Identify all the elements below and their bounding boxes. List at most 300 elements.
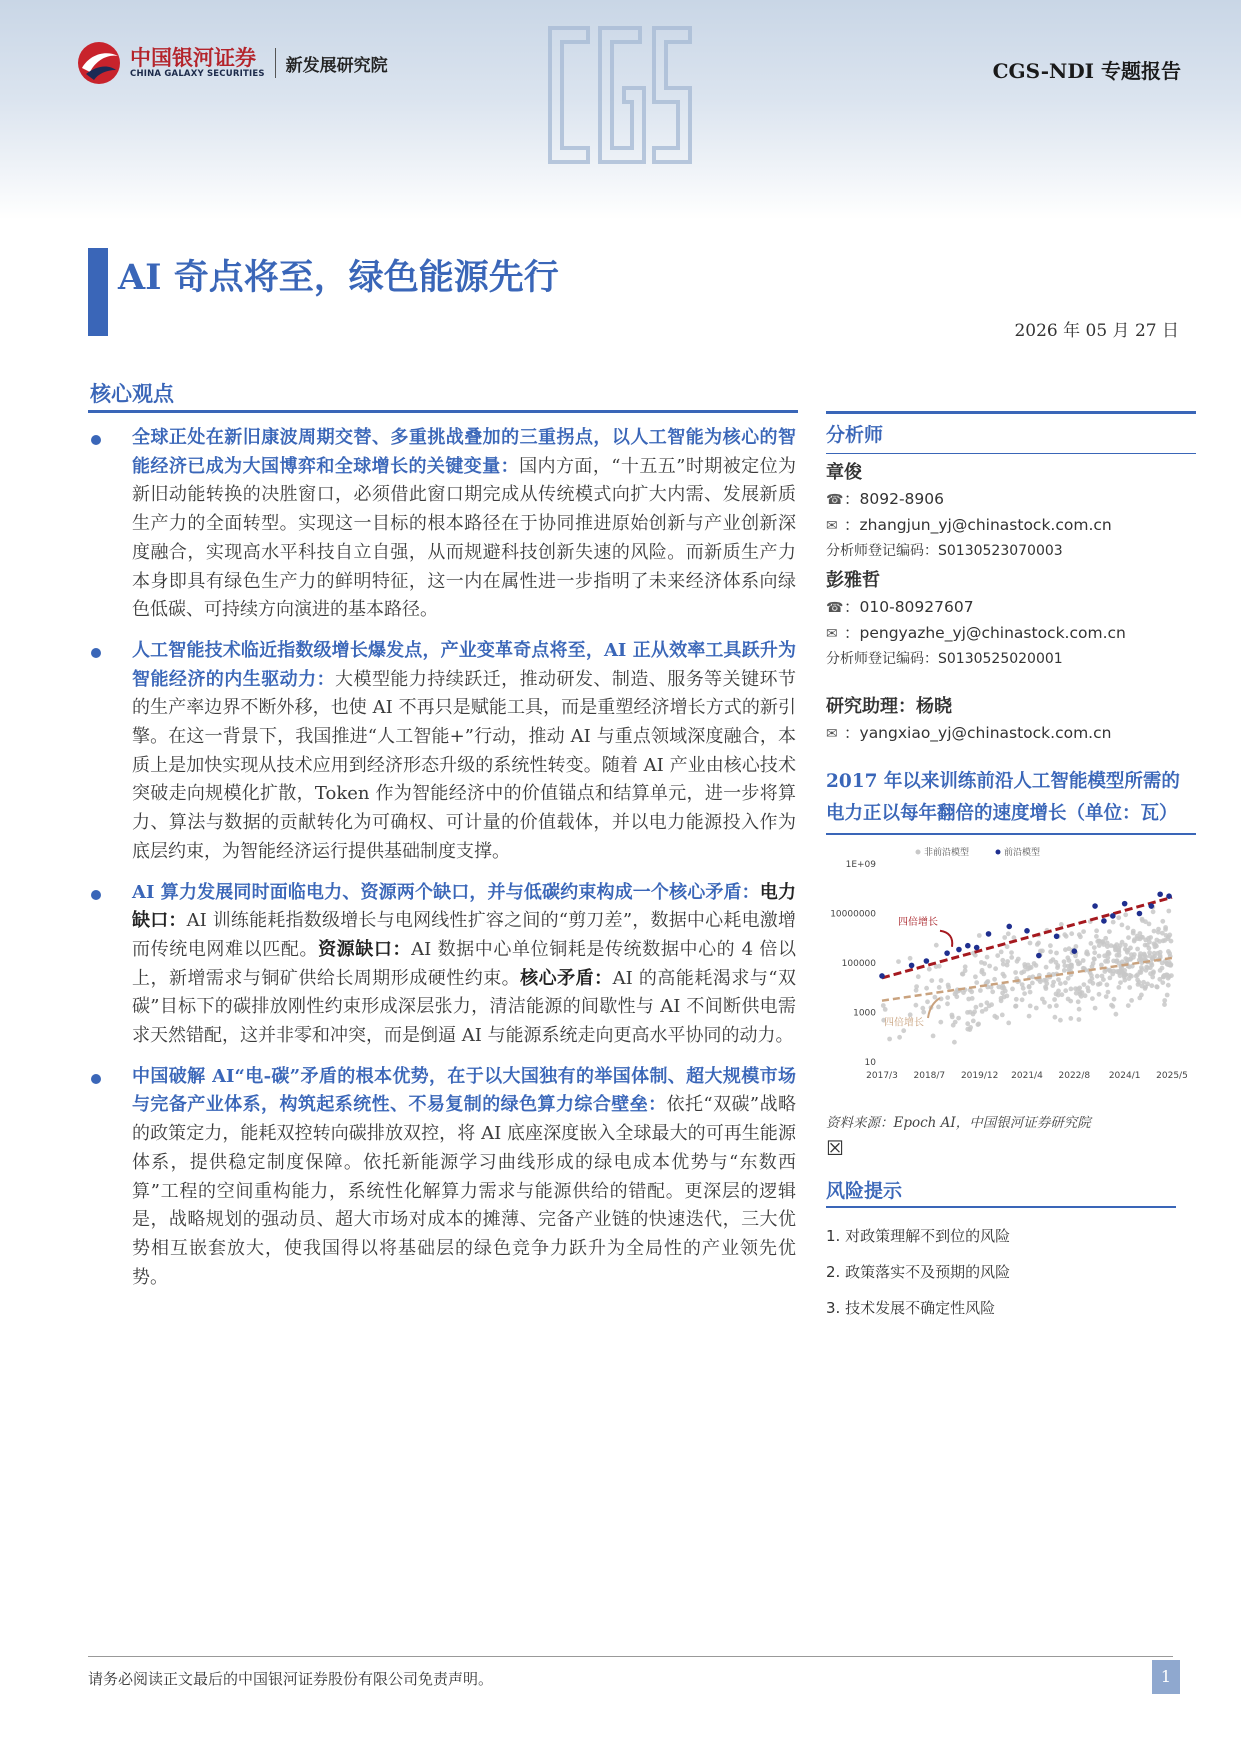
nonfrontier-point <box>1047 1004 1052 1009</box>
bullet-dot <box>91 648 101 658</box>
nonfrontier-point <box>978 988 983 993</box>
nonfrontier-point <box>1095 939 1100 944</box>
nonfrontier-point <box>1053 1015 1058 1020</box>
nonfrontier-point <box>1081 929 1086 934</box>
nonfrontier-point <box>1074 991 1079 996</box>
nonfrontier-point <box>1051 957 1056 962</box>
page-number: 1 <box>1152 1660 1180 1694</box>
frontier-point <box>1054 933 1060 939</box>
logo-en-text: CHINA GALAXY SECURITIES <box>130 69 265 79</box>
nonfrontier-point <box>1044 965 1049 970</box>
analyst-email[interactable]: ✉ ：zhangjun_yj@chinastock.com.cn <box>826 513 1196 539</box>
nonfrontier-point <box>1160 980 1165 985</box>
y-tick-label: 10000000 <box>830 909 876 920</box>
frontier-point <box>956 947 962 953</box>
title-accent-bar <box>88 248 108 336</box>
nonfrontier-point <box>1109 1003 1114 1008</box>
nonfrontier-point <box>1090 996 1095 1001</box>
nonfrontier-point <box>1099 963 1104 968</box>
nonfrontier-point <box>933 995 938 1000</box>
nonfrontier-point <box>960 972 965 977</box>
nonfrontier-point <box>1093 1006 1098 1011</box>
frontier-point <box>1122 901 1128 907</box>
nonfrontier-point <box>1167 951 1172 956</box>
nonfrontier-point <box>1097 943 1102 948</box>
nonfrontier-point <box>1062 968 1067 973</box>
nonfrontier-point <box>1162 1002 1167 1007</box>
nonfrontier-point <box>1163 927 1168 932</box>
nonfrontier-point <box>1135 947 1140 952</box>
nonfrontier-point <box>920 1006 925 1011</box>
nonfrontier-point <box>1147 922 1152 927</box>
bullet-3 <box>88 879 796 1051</box>
nonfrontier-point <box>1126 1003 1131 1008</box>
nonfrontier-point <box>1085 985 1090 990</box>
nonfrontier-point <box>1152 929 1157 934</box>
nonfrontier-point <box>1154 938 1159 943</box>
nonfrontier-point <box>1028 941 1033 946</box>
nonfrontier-point <box>1090 976 1095 981</box>
legend-marker-frontier <box>996 850 1001 855</box>
nonfrontier-point <box>1131 931 1136 936</box>
nonfrontier-point <box>1118 980 1123 985</box>
nonfrontier-point <box>929 978 934 983</box>
analyst-heading: 分析师 <box>826 424 884 446</box>
nonfrontier-point <box>1151 969 1156 974</box>
phone-icon: ☎ <box>826 600 844 616</box>
phone-icon: ☎ <box>826 492 844 508</box>
risk-item: 2. 政策落实不及预期的风险 <box>826 1263 1011 1281</box>
bullet-1 <box>88 424 796 625</box>
nonfrontier-point <box>1006 931 1011 936</box>
nonfrontier-point <box>1048 943 1053 948</box>
nonfrontier-point <box>939 978 944 983</box>
nonfrontier-point <box>1129 952 1134 957</box>
nonfrontier-point <box>1054 951 1059 956</box>
nonfrontier-point <box>977 933 982 938</box>
x-tick-label: 2017/3 <box>866 1071 898 1081</box>
nonfrontier-point <box>1109 943 1114 948</box>
nonfrontier-point <box>1027 985 1032 990</box>
nonfrontier-point <box>952 1040 957 1045</box>
analyst-name: 彭雅哲 <box>826 570 880 591</box>
nonfrontier-point <box>1083 993 1088 998</box>
risk-item: 1. 对政策理解不到位的风险 <box>826 1227 1011 1245</box>
frontier-point <box>909 963 915 969</box>
nonfrontier-point <box>1114 942 1119 947</box>
frontier-point <box>1101 918 1107 924</box>
bullet-2 <box>88 637 796 867</box>
nonfrontier-point <box>1085 949 1090 954</box>
nonfrontier-point <box>1132 939 1137 944</box>
nonfrontier-point <box>999 950 1004 955</box>
nonfrontier-point <box>968 1010 973 1015</box>
nonfrontier-point <box>1166 962 1171 967</box>
bullet-4 <box>88 1063 796 1293</box>
nonfrontier-point <box>1013 970 1018 975</box>
nonfrontier-point <box>1151 909 1156 914</box>
nonfrontier-point <box>914 984 919 989</box>
nonfrontier-point <box>1115 958 1120 963</box>
nonfrontier-point <box>992 1014 997 1019</box>
nonfrontier-point <box>1145 943 1150 948</box>
nonfrontier-point <box>1095 974 1100 979</box>
nonfrontier-point <box>993 966 998 971</box>
nonfrontier-point <box>946 983 951 988</box>
nonfrontier-point <box>1134 974 1139 979</box>
header-banner <box>0 0 1241 220</box>
nonfrontier-point <box>1123 912 1128 917</box>
nonfrontier-point <box>921 1010 926 1015</box>
nonfrontier-point <box>1106 990 1111 995</box>
nonfrontier-point <box>1056 977 1061 982</box>
nonfrontier-point <box>916 974 921 979</box>
nonfrontier-point <box>1069 987 1074 992</box>
nonfrontier-point <box>1160 919 1165 924</box>
nonfrontier-point <box>1117 953 1122 958</box>
nonfrontier-point <box>1119 969 1124 974</box>
nonfrontier-point <box>896 959 901 964</box>
nonfrontier-point <box>1002 935 1007 940</box>
nonfrontier-point <box>976 1022 981 1027</box>
chart-source: 资料来源：Epoch AI，中国银河证券研究院 <box>826 1115 1091 1131</box>
nonfrontier-point <box>985 1000 990 1005</box>
nonfrontier-point <box>1043 985 1048 990</box>
nonfrontier-point <box>980 1009 985 1014</box>
y-tick-label: 10 <box>864 1058 876 1068</box>
analyst-list <box>826 458 1196 747</box>
nonfrontier-point <box>1042 1000 1047 1005</box>
nonfrontier-point <box>995 953 1000 958</box>
nonfrontier-point <box>1122 973 1127 978</box>
nonfrontier-point <box>1065 955 1070 960</box>
nonfrontier-point <box>1050 983 1055 988</box>
core-heading-rule <box>88 410 798 413</box>
nonfrontier-point <box>974 980 979 985</box>
frontier-point <box>924 958 930 964</box>
nonfrontier-point <box>1161 938 1166 943</box>
analyst-email[interactable]: ✉ ：pengyazhe_yj@chinastock.com.cn <box>826 621 1196 647</box>
nonfrontier-point <box>1022 962 1027 967</box>
analyst-reg: 分析师登记编码：S0130525020001 <box>826 651 1063 667</box>
nonfrontier-point <box>1156 927 1161 932</box>
nonfrontier-point <box>1126 935 1131 940</box>
frontier-point <box>944 950 950 956</box>
nonfrontier-point <box>1063 988 1068 993</box>
nonfrontier-point <box>1092 956 1097 961</box>
nonfrontier-point <box>901 1028 906 1033</box>
nonfrontier-point <box>1097 954 1102 959</box>
nonfrontier-point <box>1077 1017 1082 1022</box>
nonfrontier-point <box>953 1020 958 1025</box>
core-bullets <box>88 424 796 1304</box>
nonfrontier-point <box>973 974 978 979</box>
logo-cn-text: 中国银河证券 <box>130 46 256 70</box>
annotation-lower: 四倍增长 <box>884 1017 924 1029</box>
nonfrontier-point <box>1140 984 1145 989</box>
frontier-point <box>1137 911 1143 917</box>
nonfrontier-point <box>1005 959 1010 964</box>
institute-name: 新发展研究院 <box>285 55 388 76</box>
nonfrontier-point <box>1128 957 1133 962</box>
nonfrontier-point <box>1102 969 1107 974</box>
frontier-point <box>1092 903 1098 909</box>
nonfrontier-point <box>992 977 997 982</box>
nonfrontier-point <box>1138 951 1143 956</box>
chart-title-rule <box>826 833 1196 835</box>
nonfrontier-point <box>1166 909 1171 914</box>
y-tick-label: 1000 <box>853 1008 876 1019</box>
nonfrontier-point <box>950 1013 955 1018</box>
nonfrontier-point <box>971 1019 976 1024</box>
nonfrontier-point <box>1112 997 1117 1002</box>
nonfrontier-point <box>990 989 995 994</box>
nonfrontier-point <box>1107 929 1112 934</box>
company-logo <box>76 40 388 86</box>
nonfrontier-point <box>1073 954 1078 959</box>
analyst-phone: ☎：010-80927607 <box>826 595 1196 621</box>
bullet-2-text: 人工智能技术临近指数级增长爆发点，产业变革奇点将至，AI 正从效率工具跃升为智能经济的内生驱动力：大模型能力持续跃迁，推动研发、制造、服务等关键环节的生产率边界不断外移，也使 AI 不再只是赋能工具，而是重塑经济增长方式的新引擎。在这一背景下，我国推进“人工智能+”行动，推动 AI 与重点领域深度融合，本质上是加快实现从技术应用到经济形态升级的系统性转变。随着 AI 产业由核心技术突破走向规模化扩散，Token 作为智能经济中的价值锚点和结算单元，进一步将算力、算法与数据的贡献转化为可确权、可计量的价值载体，并以电力能源投入作为底层约束，为智能经济运行提供基础制度支撑。 <box>132 639 797 862</box>
nonfrontier-point <box>1167 933 1172 938</box>
nonfrontier-point <box>1125 925 1130 930</box>
analyst-reg: 分析师登记编码：S0130523070003 <box>826 543 1063 559</box>
nonfrontier-point <box>1028 1004 1033 1009</box>
bullet-4-text: 中国破解 AI“电-碳”矛盾的根本优势，在于以大国独有的举国体制、超大规模市场与完备产业体系，构筑起系统性、不易复制的绿色算力综合壁垒：依托“双碳”战略的政策定力，能耗双控转向碳排放双控，将 AI 底座深度嵌入全球最大的可再生能源体系，提供稳定制度保障。依托新能源学习曲线形成的绿电成本优势与“东数西算”工程的空间重构能力，系统性化解算力需求与能源供给的错配。更深层的逻辑是，战略规划的强动员、超大市场对成本的摊薄、完备产业链的快速迭代，三大优势相互嵌套放大，使我国得以将基础层的绿色竞争力跃升为全局性的产业领先优势。 <box>132 1065 796 1288</box>
nonfrontier-point <box>1001 972 1006 977</box>
x-tick-label: 2024/1 <box>1108 1071 1141 1081</box>
email-icon: ✉ <box>826 726 838 742</box>
frontier-point <box>879 973 885 979</box>
nonfrontier-point <box>937 985 942 990</box>
frontier-point <box>986 931 992 937</box>
nonfrontier-point <box>1014 1004 1019 1009</box>
nonfrontier-point <box>1060 992 1065 997</box>
frontier-point <box>1006 924 1012 930</box>
bullet-1-text: 全球正处在新旧康波周期交替、多重挑战叠加的三重拐点，以人工智能为核心的智能经济已成为大国博弈和全球增长的关键变量：国内方面，“十五五”时期被定位为新旧动能转换的决胜窗口，必须借此窗口期完成从传统模式向扩大内需、发展新质生产力的全面转型。实现这一目标的根本路径在于协同推进原始创新与产业创新深度融合，实现高水平科技自立自强，从而规避科技创新失速的风险。而新质生产力本身即具有绿色生产力的鲜明特征，这一内在属性进一步指明了未来经济体系向绿色低碳、可持续方向演进的基本路径。 <box>132 427 797 621</box>
nonfrontier-point <box>965 1027 970 1032</box>
cgs-watermark <box>540 18 700 178</box>
assistant-name: 研究助理：杨晓 <box>826 696 952 717</box>
nonfrontier-point <box>974 1005 979 1010</box>
risk-heading: 风险提示 <box>826 1180 903 1202</box>
nonfrontier-point <box>1028 990 1033 995</box>
power-scatter-chart <box>826 840 1188 1100</box>
x-tick-label: 2019/12 <box>960 1071 999 1081</box>
annotation-arrow-upper <box>940 931 952 947</box>
nonfrontier-point <box>1022 991 1027 996</box>
nonfrontier-point <box>1082 982 1087 987</box>
x-tick-label: 2021/4 <box>1011 1071 1043 1081</box>
nonfrontier-point <box>1030 981 1035 986</box>
page-title: AI 奇点将至，绿色能源先行 <box>118 257 559 298</box>
nonfrontier-point <box>1116 915 1121 920</box>
nonfrontier-point <box>987 964 992 969</box>
frontier-point <box>1024 928 1030 934</box>
nonfrontier-point <box>966 997 971 1002</box>
bullet-dot <box>91 890 101 900</box>
legend-label: 前沿模型 <box>1004 848 1041 858</box>
frontier-point <box>1166 893 1172 899</box>
analyst-name: 章俊 <box>826 462 862 483</box>
nonfrontier-point <box>1107 968 1112 973</box>
nonfrontier-point <box>1145 965 1150 970</box>
nonfrontier-point <box>1076 999 1081 1004</box>
frontier-point <box>1157 891 1163 897</box>
nonfrontier-point <box>883 1007 888 1012</box>
nonfrontier-point <box>1059 922 1064 927</box>
nonfrontier-point <box>1094 934 1099 939</box>
nonfrontier-point <box>1092 945 1097 950</box>
x-tick-label: 2022/8 <box>1058 1071 1091 1081</box>
nonfrontier-point <box>1114 1012 1119 1017</box>
footer-rule <box>88 1656 1173 1657</box>
nonfrontier-point <box>1003 989 1008 994</box>
nonfrontier-point <box>1044 978 1049 983</box>
nonfrontier-point <box>1111 969 1116 974</box>
nonfrontier-point <box>1137 996 1142 1001</box>
nonfrontier-point <box>1146 936 1151 941</box>
nonfrontier-point <box>1114 946 1119 951</box>
nonfrontier-point <box>1062 932 1067 937</box>
nonfrontier-point <box>936 1005 941 1010</box>
nonfrontier-point <box>887 1037 892 1042</box>
frontier-point <box>1110 913 1116 919</box>
nonfrontier-point <box>945 1001 950 1006</box>
nonfrontier-point <box>1000 1013 1005 1018</box>
nonfrontier-point <box>1032 961 1037 966</box>
bullet-dot <box>91 435 101 445</box>
nonfrontier-point <box>1000 958 1005 963</box>
nonfrontier-point <box>1068 999 1073 1004</box>
nonfrontier-point <box>1005 994 1010 999</box>
nonfrontier-point <box>1009 955 1014 960</box>
nonfrontier-point <box>1078 934 1083 939</box>
analyst-heading-rule <box>826 453 1196 454</box>
nonfrontier-point <box>1020 997 1025 1002</box>
assistant-email[interactable]: ✉ ：yangxiao_yj@chinastock.com.cn <box>826 721 1196 747</box>
nonfrontier-point <box>1067 946 1072 951</box>
nonfrontier-point <box>1036 941 1041 946</box>
nonfrontier-point <box>1120 923 1125 928</box>
nonfrontier-point <box>1120 940 1125 945</box>
report-date: 2026 年 05 月 27 日 <box>1014 321 1179 341</box>
nonfrontier-point <box>1152 954 1157 959</box>
nonfrontier-point <box>1152 941 1157 946</box>
nonfrontier-point <box>981 972 986 977</box>
nonfrontier-point <box>1058 1018 1063 1023</box>
x-tick-label: 2025/5 <box>1156 1071 1188 1081</box>
frontier-point <box>1072 948 1078 954</box>
y-tick-label: 100000 <box>841 959 876 969</box>
nonfrontier-point <box>1048 949 1053 954</box>
nonfrontier-point <box>1054 1003 1059 1008</box>
footer-disclaimer: 请务必阅读正文最后的中国银河证券股份有限公司免责声明。 <box>88 1670 494 1688</box>
nonfrontier-point <box>1006 1021 1011 1026</box>
nonfrontier-point <box>1027 1014 1032 1019</box>
logo-divider <box>275 48 276 78</box>
nonfrontier-point <box>1075 959 1080 964</box>
nonfrontier-point <box>897 1035 902 1040</box>
nonfrontier-point <box>1149 983 1154 988</box>
nonfrontier-point <box>985 955 990 960</box>
nonfrontier-point <box>1014 997 1019 1002</box>
nonfrontier-point <box>1068 1016 1073 1021</box>
email-icon: ✉ <box>826 518 838 534</box>
nonfrontier-point <box>1165 993 1170 998</box>
nonfrontier-point <box>1154 984 1159 989</box>
risk-item: 3. 技术发展不确定性风险 <box>826 1299 996 1317</box>
nonfrontier-point <box>1097 992 1102 997</box>
frontier-point <box>1148 903 1154 909</box>
nonfrontier-point <box>908 956 913 961</box>
chart-title: 2017 年以来训练前沿人工智能模型所需的 电力正以每年翻倍的速度增长（单位：瓦） <box>826 771 1180 824</box>
nonfrontier-point <box>1040 949 1045 954</box>
nonfrontier-point <box>1162 998 1167 1003</box>
nonfrontier-point <box>1092 950 1097 955</box>
nonfrontier-point <box>1164 972 1169 977</box>
nonfrontier-point <box>1105 982 1110 987</box>
bullet-dot <box>91 1074 101 1084</box>
y-tick-label: 1E+09 <box>845 860 876 870</box>
nonfrontier-point <box>927 967 932 972</box>
nonfrontier-point <box>1105 959 1110 964</box>
annotation-upper: 四倍增长 <box>898 916 938 928</box>
nonfrontier-point <box>979 1003 984 1008</box>
email-icon: ✉ <box>826 626 838 642</box>
x-tick-label: 2018/7 <box>913 1071 946 1081</box>
nonfrontier-point <box>1101 977 1106 982</box>
nonfrontier-point <box>1069 931 1074 936</box>
nonfrontier-point <box>965 1021 970 1026</box>
nonfrontier-point <box>1029 965 1034 970</box>
nonfrontier-point <box>1034 1006 1039 1011</box>
nonfrontier-point <box>1107 951 1112 956</box>
nonfrontier-point <box>1074 944 1079 949</box>
nonfrontier-point <box>1140 967 1145 972</box>
frontier-point <box>1036 953 1042 959</box>
nonfrontier-point <box>1108 976 1113 981</box>
nonfrontier-point <box>934 943 939 948</box>
legend-marker-nonfrontier <box>916 850 921 855</box>
nonfrontier-point <box>1094 928 1099 933</box>
nonfrontier-point <box>1020 982 1025 987</box>
nonfrontier-point <box>1063 980 1068 985</box>
nonfrontier-point <box>1098 981 1103 986</box>
nonfrontier-point <box>1116 985 1121 990</box>
nonfrontier-point <box>1010 987 1015 992</box>
nonfrontier-point <box>1104 994 1109 999</box>
nonfrontier-point <box>1009 950 1014 955</box>
nonfrontier-point <box>956 1016 961 1021</box>
nonfrontier-point <box>953 992 958 997</box>
nonfrontier-point <box>1158 968 1163 973</box>
broken-image-icon: ☒ <box>826 1136 844 1160</box>
report-type: CGS-NDI 专题报告 <box>992 59 1181 83</box>
nonfrontier-point <box>925 999 930 1004</box>
nonfrontier-point <box>1055 965 1060 970</box>
risk-list <box>826 1218 1196 1326</box>
bullet-3-text: AI 算力发展同时面临电力、资源两个缺口，并与低碳约束构成一个核心矛盾：电力缺口：AI 训练能耗指数级增长与电网线性扩容之间的“剪刀差”，数据中心耗电激增而传统电网难以匹配。资源缺口：AI 数据中心单位铜耗是传统数据中心的 4 倍以上，新增需求与铜矿供给长周期形成硬性约束。核心矛盾：AI 的高能耗渴求与“双碳”目标下的碳排放刚性约束形成深层张力，清洁能源的间歇性与 AI 不间断供电需求天然错配，这并非零和冲突，而是倒逼 AI 与能源系统走向更高水平协同的动力。 <box>132 881 797 1047</box>
legend-label: 非前沿模型 <box>924 848 970 858</box>
nonfrontier-point <box>914 1003 919 1008</box>
nonfrontier-point <box>1127 976 1132 981</box>
nonfrontier-point <box>945 995 950 1000</box>
nonfrontier-point <box>1052 997 1057 1002</box>
analyst-top-rule <box>826 411 1196 414</box>
core-heading: 核心观点 <box>90 381 174 406</box>
nonfrontier-point <box>1127 985 1132 990</box>
frontier-point <box>965 943 971 949</box>
